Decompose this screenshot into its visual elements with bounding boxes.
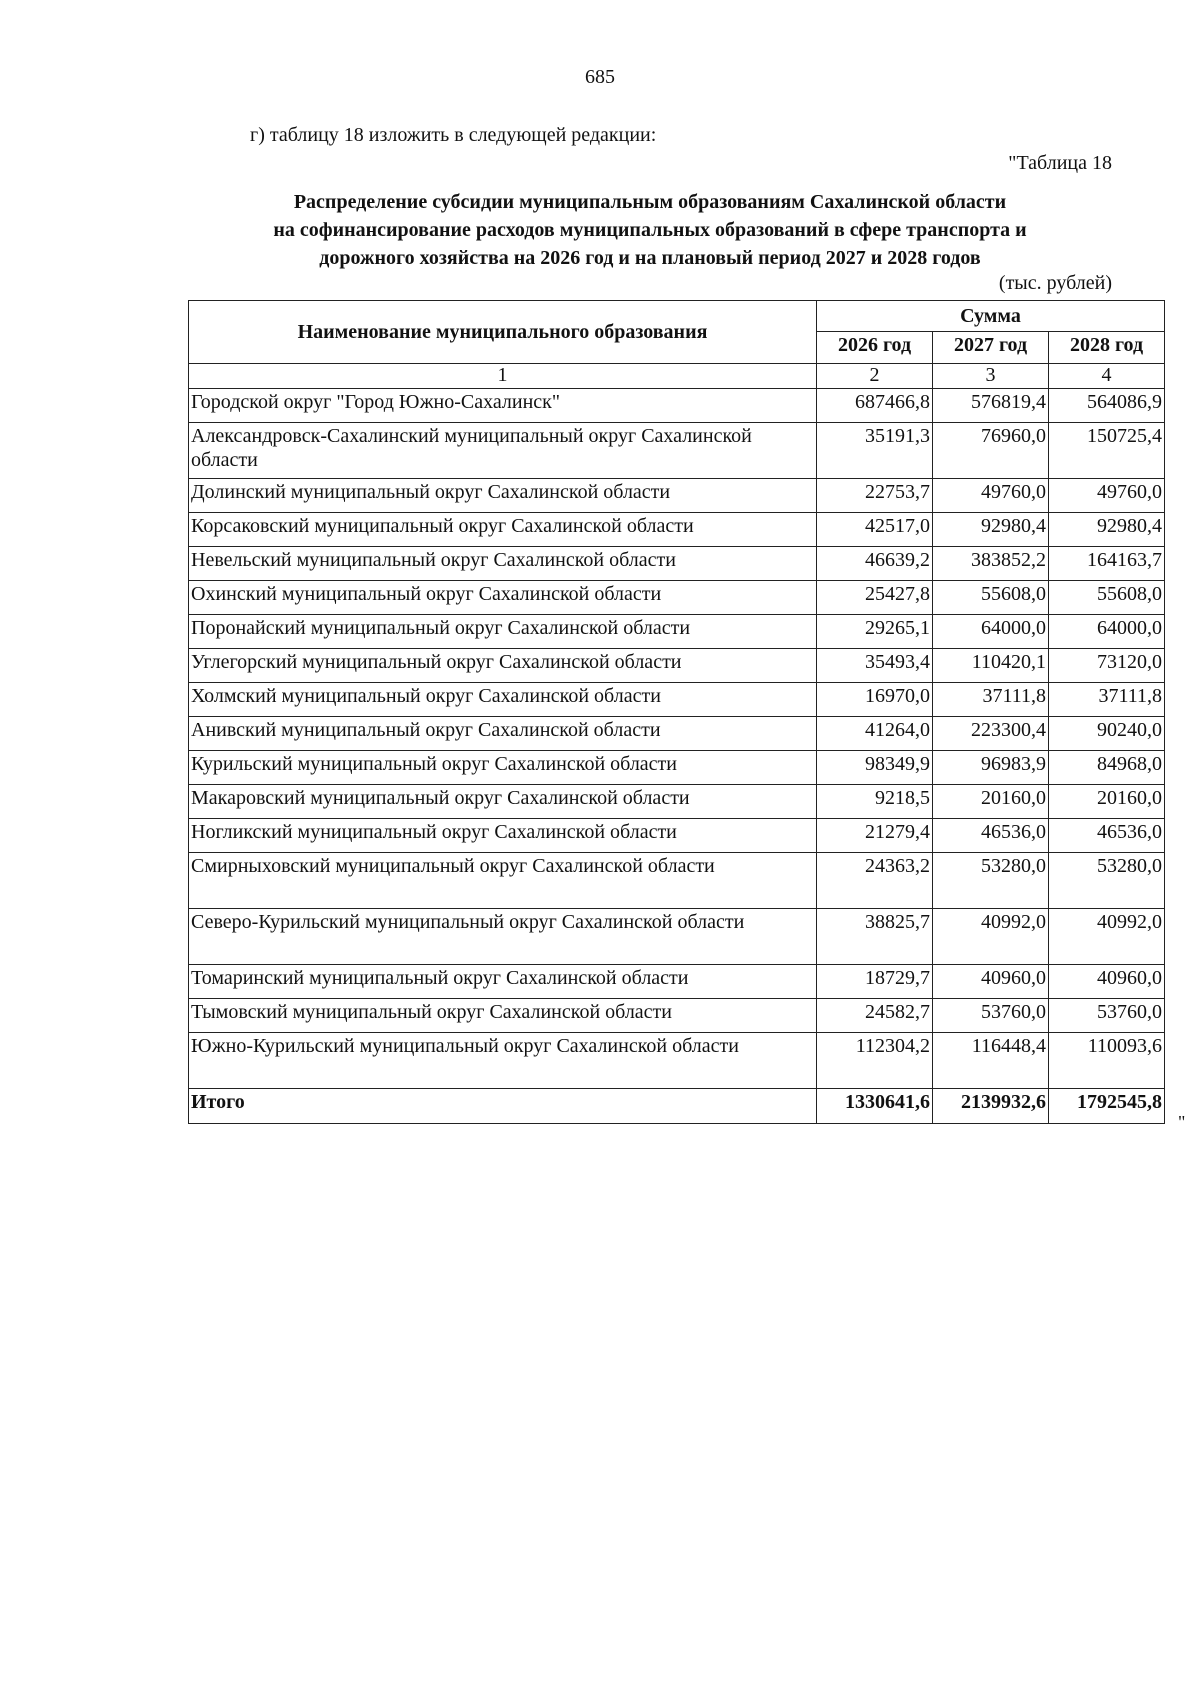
total-2026: 1330641,6 bbox=[817, 1089, 933, 1124]
row-name: Северо-Курильский муниципальный округ Сахалинской области bbox=[189, 909, 817, 965]
table-row bbox=[189, 683, 1165, 717]
value-2027: 383852,2 bbox=[933, 547, 1049, 581]
table-row bbox=[189, 649, 1165, 683]
value-2027: 92980,4 bbox=[933, 513, 1049, 547]
table-row bbox=[189, 751, 1165, 785]
value-2028: 40992,0 bbox=[1049, 909, 1165, 965]
units-label: (тыс. рублей) bbox=[998, 272, 1112, 294]
row-name: Курильский муниципальный округ Сахалинской области bbox=[189, 751, 817, 785]
value-2026: 24582,7 bbox=[817, 999, 933, 1033]
table-row bbox=[189, 513, 1165, 547]
title-line: Распределение субсидии муниципальным образованиям Сахалинской области bbox=[293, 191, 1007, 213]
table-row bbox=[189, 547, 1165, 581]
value-2026: 9218,5 bbox=[817, 785, 933, 819]
value-2027: 37111,8 bbox=[933, 683, 1049, 717]
value-2028: 92980,4 bbox=[1049, 513, 1165, 547]
value-2027: 40992,0 bbox=[933, 909, 1049, 965]
value-2026: 16970,0 bbox=[817, 683, 933, 717]
value-2027: 64000,0 bbox=[933, 615, 1049, 649]
column-number: 2 bbox=[817, 364, 933, 389]
column-number: 1 bbox=[189, 364, 817, 389]
row-name: Южно-Курильский муниципальный округ Сахалинской области bbox=[189, 1033, 817, 1089]
value-2028: 46536,0 bbox=[1049, 819, 1165, 853]
total-2027: 2139932,6 bbox=[933, 1089, 1049, 1124]
header-year-2027: 2027 год bbox=[933, 332, 1049, 364]
table-row bbox=[189, 479, 1165, 513]
value-2026: 35191,3 bbox=[817, 423, 933, 479]
value-2028: 564086,9 bbox=[1049, 389, 1165, 423]
title-line: на софинансирование расходов муниципальных образований в сфере транспорта и bbox=[273, 219, 1027, 241]
header-sum: Сумма bbox=[817, 301, 1165, 332]
column-number: 3 bbox=[933, 364, 1049, 389]
value-2028: 49760,0 bbox=[1049, 479, 1165, 513]
header-year-2028: 2028 год bbox=[1049, 332, 1165, 364]
value-2028: 55608,0 bbox=[1049, 581, 1165, 615]
value-2028: 37111,8 bbox=[1049, 683, 1165, 717]
total-label: Итого bbox=[189, 1089, 817, 1124]
value-2026: 35493,4 bbox=[817, 649, 933, 683]
value-2026: 41264,0 bbox=[817, 717, 933, 751]
row-name: Долинский муниципальный округ Сахалинской области bbox=[189, 479, 817, 513]
total-row bbox=[189, 1089, 1165, 1124]
value-2027: 96983,9 bbox=[933, 751, 1049, 785]
value-2027: 55608,0 bbox=[933, 581, 1049, 615]
value-2026: 22753,7 bbox=[817, 479, 933, 513]
table-row bbox=[189, 909, 1165, 965]
row-name: Холмский муниципальный округ Сахалинской области bbox=[189, 683, 817, 717]
total-2028: 1792545,8 bbox=[1049, 1089, 1165, 1124]
column-number: 4 bbox=[1049, 364, 1165, 389]
value-2026: 46639,2 bbox=[817, 547, 933, 581]
table-row bbox=[189, 965, 1165, 999]
table-row bbox=[189, 853, 1165, 909]
row-name: Охинский муниципальный округ Сахалинской области bbox=[189, 581, 817, 615]
value-2027: 49760,0 bbox=[933, 479, 1049, 513]
row-name: Углегорский муниципальный округ Сахалинской области bbox=[189, 649, 817, 683]
value-2026: 112304,2 bbox=[817, 1033, 933, 1089]
row-name: Смирныховский муниципальный округ Сахалинской области bbox=[189, 853, 817, 909]
value-2027: 110420,1 bbox=[933, 649, 1049, 683]
table-label: "Таблица 18 bbox=[1008, 152, 1112, 174]
value-2028: 90240,0 bbox=[1049, 717, 1165, 751]
title-line: дорожного хозяйства на 2026 год и на плановый период 2027 и 2028 годов bbox=[319, 247, 981, 269]
row-name: Макаровский муниципальный округ Сахалинской области bbox=[189, 785, 817, 819]
value-2027: 76960,0 bbox=[933, 423, 1049, 479]
value-2028: 20160,0 bbox=[1049, 785, 1165, 819]
row-name: Городской округ "Город Южно-Сахалинск" bbox=[189, 389, 817, 423]
table-row bbox=[189, 423, 1165, 479]
table-row bbox=[189, 581, 1165, 615]
header-name: Наименование муниципального образования bbox=[189, 301, 817, 364]
table-row bbox=[189, 999, 1165, 1033]
table-title bbox=[170, 188, 1130, 272]
intro-text: г) таблицу 18 изложить в следующей редакции: bbox=[250, 124, 657, 146]
table-row bbox=[189, 389, 1165, 423]
value-2026: 38825,7 bbox=[817, 909, 933, 965]
value-2028: 73120,0 bbox=[1049, 649, 1165, 683]
row-name: Александровск-Сахалинский муниципальный округ Сахалинской области bbox=[189, 423, 817, 479]
value-2028: 53280,0 bbox=[1049, 853, 1165, 909]
table-row bbox=[189, 785, 1165, 819]
row-name: Корсаковский муниципальный округ Сахалинской области bbox=[189, 513, 817, 547]
value-2027: 116448,4 bbox=[933, 1033, 1049, 1089]
table-row bbox=[189, 717, 1165, 751]
row-name: Тымовский муниципальный округ Сахалинской области bbox=[189, 999, 817, 1033]
value-2028: 53760,0 bbox=[1049, 999, 1165, 1033]
value-2027: 40960,0 bbox=[933, 965, 1049, 999]
header-year-2026: 2026 год bbox=[817, 332, 933, 364]
value-2026: 98349,9 bbox=[817, 751, 933, 785]
value-2027: 576819,4 bbox=[933, 389, 1049, 423]
value-2026: 21279,4 bbox=[817, 819, 933, 853]
row-name: Поронайский муниципальный округ Сахалинской области bbox=[189, 615, 817, 649]
value-2026: 25427,8 bbox=[817, 581, 933, 615]
value-2026: 687466,8 bbox=[817, 389, 933, 423]
table-row bbox=[189, 819, 1165, 853]
row-name: Анивский муниципальный округ Сахалинской области bbox=[189, 717, 817, 751]
closing-quote: " bbox=[1178, 1112, 1186, 1132]
value-2027: 53760,0 bbox=[933, 999, 1049, 1033]
value-2026: 42517,0 bbox=[817, 513, 933, 547]
page-number: 685 bbox=[585, 66, 615, 88]
value-2027: 53280,0 bbox=[933, 853, 1049, 909]
table-row bbox=[189, 615, 1165, 649]
row-name: Невельский муниципальный округ Сахалинской области bbox=[189, 547, 817, 581]
row-name: Томаринский муниципальный округ Сахалинской области bbox=[189, 965, 817, 999]
table-row bbox=[189, 1033, 1165, 1089]
value-2027: 223300,4 bbox=[933, 717, 1049, 751]
value-2026: 18729,7 bbox=[817, 965, 933, 999]
value-2028: 110093,6 bbox=[1049, 1033, 1165, 1089]
value-2028: 40960,0 bbox=[1049, 965, 1165, 999]
value-2027: 20160,0 bbox=[933, 785, 1049, 819]
row-name: Ногликский муниципальный округ Сахалинской области bbox=[189, 819, 817, 853]
value-2026: 29265,1 bbox=[817, 615, 933, 649]
value-2028: 84968,0 bbox=[1049, 751, 1165, 785]
value-2028: 150725,4 bbox=[1049, 423, 1165, 479]
value-2028: 64000,0 bbox=[1049, 615, 1165, 649]
value-2027: 46536,0 bbox=[933, 819, 1049, 853]
value-2028: 164163,7 bbox=[1049, 547, 1165, 581]
subsidy-table bbox=[188, 300, 1165, 1124]
value-2026: 24363,2 bbox=[817, 853, 933, 909]
